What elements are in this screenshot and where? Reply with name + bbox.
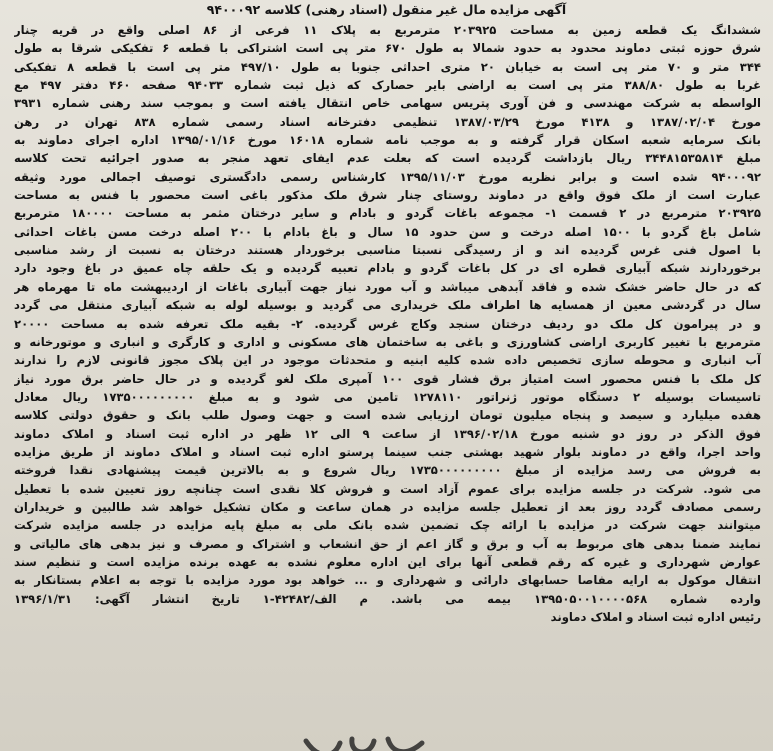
notice-line: که در حال حاضر خشک شده و فاقد آبدهی میباشد و آب مورد نیاز جهت آبیاری باغات از اردیبهشت ماه تا مهرماه هر <box>14 279 761 294</box>
notice-line: تاسیسات بوسیله ۲ دستگاه موتور ژنراتور ۱۲۷۸۱۱۰ تامین می شود و به مبلغ ۱۷۳۵۰۰۰۰۰۰۰۰۰ ریال معادل <box>14 389 761 404</box>
notice-line: نمایند ضمنا بدهی های مربوط به آب و برق و گاز اعم از حق انشعاب و اشتراک و مصرف و نیز بدهی های مالیاتی و <box>14 536 761 551</box>
notice-line: هفده میلیارد و سیصد و پنجاه میلیون تومان ارزیابی شده است و جهت وصول طلب بانک و حقوق دولتی کلاسه <box>14 408 761 423</box>
notice-line: ۲۰۳۹۲۵ مترمربع در ۲ قسمت ۱- مجموعه باغات گردو و بادام و سایر درختان مثمر به مساحت ۱۸۰۰۰۰ مترمربع <box>14 206 761 221</box>
notice-line: میتوانند جهت شرکت در مزایده با ارائه چک تضمین شده بانک ملی به مبلغ پایه مزایده در جلسه مزایده شرکت <box>14 518 761 533</box>
notice-line: رسمی مصادف گردد روز بعد از تعطیل جلسه مزایده در همان ساعت و مکان تشکیل خواهد شد طالبین و خریداران <box>14 499 761 514</box>
notice-line: می شود. شرکت در جلسه مزایده برای عموم آزاد است و فروش کلا نقدی است چنانچه روز تعیین شده با تعطیل <box>14 481 761 496</box>
notice-line: واحد اجرا، واقع در دماوند بلوار شهید بهشتی جنب سینما پرستو اداره ثبت اسناد و املاک دماوند از طریق مزایده <box>14 444 761 459</box>
notice-line: شرق حوزه ثبتی دماوند محدود به حدود شمالا به طول ۶۷۰ متر پی است اشتراکی با قطعه ۶ تفکیکی شرقا به طول <box>14 41 761 56</box>
notice-line: مترمربع با تغییر کاربری اراضی کشاورزی و باغی به ساختمان های مسکونی و اداری و کارگری و انباری و موتورخانه و <box>14 334 761 349</box>
notice-signature: رئیس اداره ثبت اسناد و املاک دماوند <box>550 610 761 624</box>
notice-line: ۳۴۴ متر و ۷۰ متر پی است به خیابان ۲۰ متری احداثی جنوبا به طول ۴۹۷/۱۰ متر پی است با قطعه ۸ تفکیکی <box>14 59 761 74</box>
notice-line: غربا به طول ۳۸۸/۸۰ متر پی است به اراضی بایر حصارک که ذیل ثبت شماره ۹۴۰۳۳ صفحه ۴۶۰ دفتر ۴۹۷ مع <box>14 78 761 93</box>
notice-line: ششدانگ یک قطعه زمین به مساحت ۲۰۳۹۲۵ مترمربع به پلاک ۱۱ فرعی از ۸۶ اصلی واقع در قریه چنار <box>14 23 761 37</box>
notice-line: کل ملک با فنس محصور است امتیاز برق فشار قوی ۱۰۰ آمپری ملک لغو گردیده و در حال حاضر برق مورد نیاز <box>14 371 761 386</box>
notice-line: مورخ ۱۳۸۷/۰۲/۰۴ و ۴۱۳۸ مورخ ۱۳۸۷/۰۳/۲۹ تنظیمی دفترخانه اسناد رسمی شماره ۸۳۸ تهران در رهن <box>14 114 761 129</box>
notice-line: با اصول فنی غرس گردیده اند و از رسیدگی نسبتا مناسبی برخوردار هستند درختان به نسبت از رشد مناسبی <box>14 243 761 258</box>
notice-line: ۹۴۰۰۰۹۲ شده است و برابر نظریه مورخ ۱۳۹۵/۱۱/۰۳ کارشناس رسمی دادگستری توصیف اجمالی مورد وثیقه <box>14 169 761 184</box>
notice-line: سال در گردشی معین از همسایه ها اطراف ملک خریداری می گردید و بوسیله لوله به شبکه آبیاری منتقل می گردد <box>14 298 761 313</box>
notice-title: آگهی مزایده مال غیر منقول (اسناد رهنی) کلاسه ۹۴۰۰۰۹۲ <box>206 2 567 17</box>
notice-line: عوارض شهرداری و غیره که رقم قطعی آنها برای این اداره معلوم نشده به عهده برنده مزایده است و تنظیم سند <box>14 554 761 569</box>
notice-line: برخوردارند شبکه آبیاری قطره ای در کل باغات گردو و بادام تعبیه گردیده و یک حلقه چاه عمیق در باغ وجود دارد <box>14 261 761 276</box>
notice-line: شامل باغ گردو با ۱۵۰۰ اصله درخت و سن حدود ۱۵ سال و باغ بادام با ۲۰۰ اصله درخت مسن باغات احداثی <box>14 224 761 239</box>
notice-line: فوق الذکر در روز دو شنبه مورخ ۱۳۹۶/۰۲/۱۸ از ساعت ۹ الی ۱۲ ظهر در اداره ثبت اسناد و املاک دماوند <box>14 426 761 441</box>
handwritten-mark <box>300 733 430 751</box>
notice-line: الواسطه به شرکت مهندسی و فن آوری پتریس سهامی خاص انتقال یافته است و بموجب سند رهنی شماره ۳۹۳۱ <box>14 96 761 111</box>
notice-line: آب انباری و محوطه سازی تخصیص داده شده کلیه ابنیه و متحدثات موجود در این پلاک مجوز قانونی لازم را ندارند <box>14 353 761 368</box>
notice-line: انتقال موکول به ارایه مفاصا حسابهای دارائی و شهرداری و ... خواهد بود مورد مزایده با توجه به اعلام بستانکار به <box>14 573 761 588</box>
notice-line: وارده شماره ۱۳۹۵۰۵۰۰۱۰۰۰۰۵۶۸ بیمه می باشد. م الف/۴۲۴۸۲-۱ تاریخ انتشار آگهی: ۱۳۹۶/۱/۳۱ <box>14 591 761 606</box>
notice-line: مبلغ ۳۴۴۸۱۵۳۵۸۱۴ ریال بازداشت گردیده است که بعلت عدم ایفای تعهد منجر به صدور اجرائیه تحت کلاسه <box>14 151 761 166</box>
notice-line: بانک سرمایه شعبه اسکان قرار گرفته و به موجب نامه شماره ۱۶۰۱۸ مورخ ۱۳۹۵/۰۱/۱۶ اداره اجرای دماوند به <box>14 133 761 148</box>
notice-line: به فروش می رسد مزایده از مبلغ ۱۷۳۵۰۰۰۰۰۰۰۰۰ ریال شروع و به بالاترین قیمت پیشنهادی نقدا فروخته <box>14 463 761 478</box>
notice-line: عبارت است از ملک فوق واقع در دماوند روستای چنار شرق ملک مذکور باغی است محصور با فنس به مساحت <box>14 188 761 203</box>
notice-body <box>14 21 761 626</box>
notice-line: و در پیرامون کل ملک دو ردیف درختان سنجد وکاج غرس گردیده. ۲- بقیه ملک تعرفه شده به مساحت ۲۰۰۰۰ <box>14 316 761 331</box>
